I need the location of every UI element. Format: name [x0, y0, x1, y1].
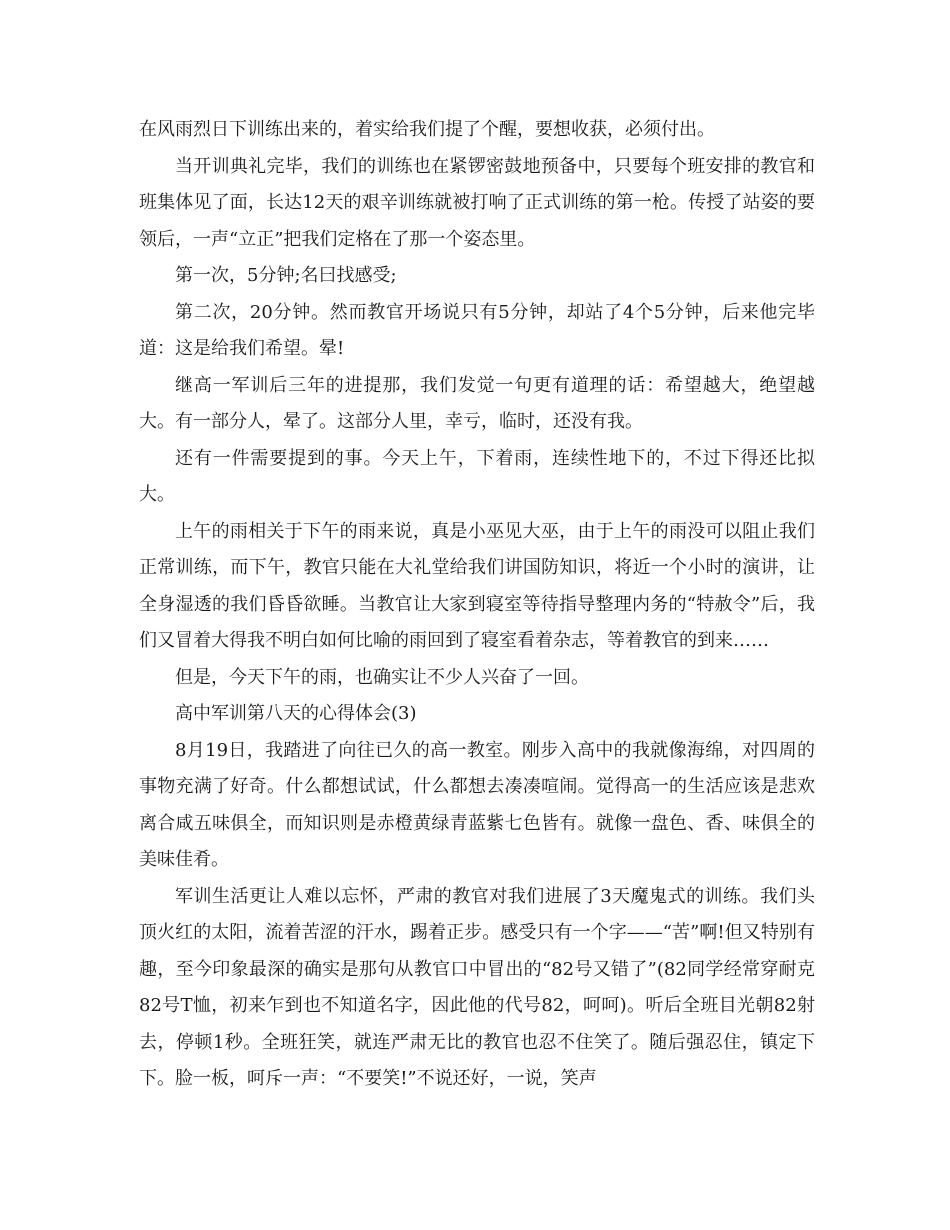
- paragraph: 8月19日，我踏进了向往已久的高一教室。刚步入高中的我就像海绵，对四周的事物充满了好奇。什么都想试试，什么都想去凑凑喧闹。觉得高一的生活应该是悲欢离合咸五味俱全，而知识则是赤橙黄绿青蓝紫七色皆有。就像一盘色、香、味俱全的美味佳肴。: [139, 739, 815, 870]
- paragraph: 但是，今天下午的雨，也确实让不少人兴奋了一回。: [175, 666, 589, 688]
- paragraph: 在风雨烈日下训练出来的，着实给我们提了个醒，要想收获，必须付出。: [139, 119, 715, 140]
- section-heading: 高中军训第八天的心得体会(3): [175, 703, 417, 724]
- paragraph: 上午的雨相关于下午的雨来说，真是小巫见大巫，由于上午的雨没可以阻止我们正常训练，而下午，教官只能在大礼堂给我们讲国防知识，将近一个小时的演讲，让全身湿透的我们昏昏欲睡。当教官让大家到寝室等待指导整理内务的“特赦令”后，我们又冒着大得我不明白如何比喻的雨回到了寝室看着杂志，等着教官的到来……: [139, 520, 815, 651]
- paragraph: 军训生活更让人难以忘怀，严肃的教官对我们进展了3天魔鬼式的训练。我们头顶火红的太阳，流着苦涩的汗水，踢着正步。感受只有一个字——“苦”啊!但又特别有趣，至今印象最深的确实是那句从教官口中冒出的“82号又错了”(82同学经常穿耐克82号T恤，初来乍到也不知道名字，因此他的代号82，呵呵)。听后全班目光朝82射去，停顿1秒。全班狂笑，就连严肃无比的教官也忍不住笑了。随后强忍住，镇定下下。脸一板，呵斥一声：“不要笑!”不说还好，一说，笑声: [139, 885, 815, 1089]
- paragraph: 还有一件需要提到的事。今天上午，下着雨，连续性地下的，不过下得还比拟大。: [139, 447, 815, 505]
- paragraph: 第二次，20分钟。然而教官开场说只有5分钟，却站了4个5分钟，后来他完毕道：这是给我们希望。晕!: [139, 301, 815, 359]
- paragraph: 继高一军训后三年的进提那，我们发觉一句更有道理的话：希望越大，绝望越大。有一部分人，晕了。这部分人里，幸亏，临时，还没有我。: [139, 374, 815, 432]
- paragraph: 当开训典礼完毕，我们的训练也在紧锣密鼓地预备中，只要每个班安排的教官和班集体见了面，长达12天的艰辛训练就被打响了正式训练的第一枪。传授了站姿的要领后，一声“立正”把我们定格在了那一个姿态里。: [139, 155, 815, 250]
- paragraph: 第一次，5分钟;名曰找感受;: [175, 265, 397, 286]
- document-page: [139, 112, 815, 1098]
